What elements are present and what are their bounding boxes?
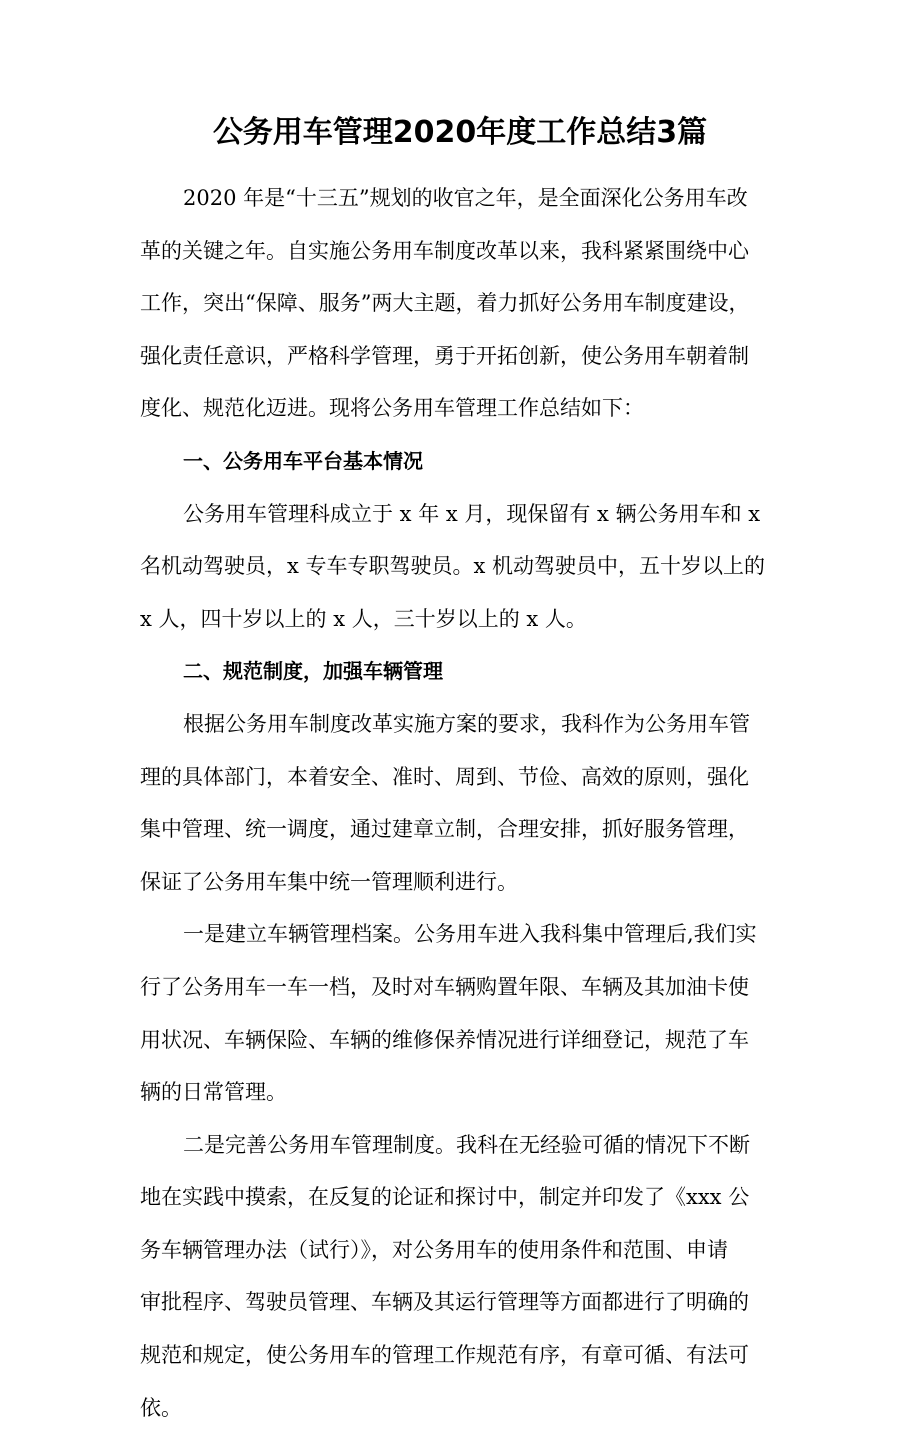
text-line: 辆的日常管理。	[140, 1080, 287, 1105]
text-line: 二是完善公务用车管理制度。我科在无经验可循的情况下不断	[183, 1132, 750, 1157]
text-line: 务车辆管理办法（试行）》，对公务用车的使用条件和范围、申请	[140, 1237, 728, 1262]
text-line: 规范和规定，使公务用车的管理工作规范有序，有章可循、有法可	[140, 1343, 749, 1368]
text-line: 一是建立车辆管理档案。公务用车进入我科集中管理后,我们实	[183, 922, 757, 947]
section-heading: 二、规范制度，加强车辆管理	[183, 659, 443, 684]
text-line: 工作，突出“保障、服务”两大主题，着力抓好公务用车制度建设，	[140, 291, 750, 316]
text-line: 名机动驾驶员，x 专车专职驾驶员。x 机动驾驶员中，五十岁以上的	[140, 554, 766, 579]
text-line: 行了公务用车一车一档，及时对车辆购置年限、车辆及其加油卡使	[140, 974, 749, 999]
text-line: 依。	[140, 1395, 182, 1420]
text-line: 用状况、车辆保险、车辆的维修保养情况进行详细登记，规范了车	[140, 1027, 749, 1052]
text-line: 根据公务用车制度改革实施方案的要求，我科作为公务用车管	[183, 711, 750, 736]
section-heading: 一、公务用车平台基本情况	[183, 448, 423, 473]
document-body	[140, 172, 800, 1434]
text-line: 审批程序、驾驶员管理、车辆及其运行管理等方面都进行了明确的	[140, 1290, 749, 1315]
text-line: x 人，四十岁以上的 x 人，三十岁以上的 x 人。	[140, 606, 587, 631]
text-line: 地在实践中摸索，在反复的论证和探讨中，制定并印发了《xxx 公	[140, 1185, 750, 1210]
text-line: 度化、规范化迈进。现将公务用车管理工作总结如下：	[140, 396, 644, 421]
document-title: 公务用车管理2020年度工作总结3篇	[212, 115, 708, 150]
text-line: 强化责任意识，严格科学管理，勇于开拓创新，使公务用车朝着制	[140, 343, 749, 368]
text-line: 2020 年是“十三五”规划的收官之年，是全面深化公务用车改	[183, 186, 748, 210]
text-line: 公务用车管理科成立于 x 年 x 月，现保留有 x 辆公务用车和 x	[183, 501, 761, 526]
text-line: 保证了公务用车集中统一管理顺利进行。	[140, 869, 518, 894]
text-line: 理的具体部门，本着安全、准时、周到、节俭、高效的原则，强化	[140, 764, 749, 789]
text-line: 集中管理、统一调度，通过建章立制，合理安排，抓好服务管理，	[140, 817, 749, 842]
text-line: 革的关键之年。自实施公务用车制度改革以来，我科紧紧围绕中心	[140, 238, 749, 263]
